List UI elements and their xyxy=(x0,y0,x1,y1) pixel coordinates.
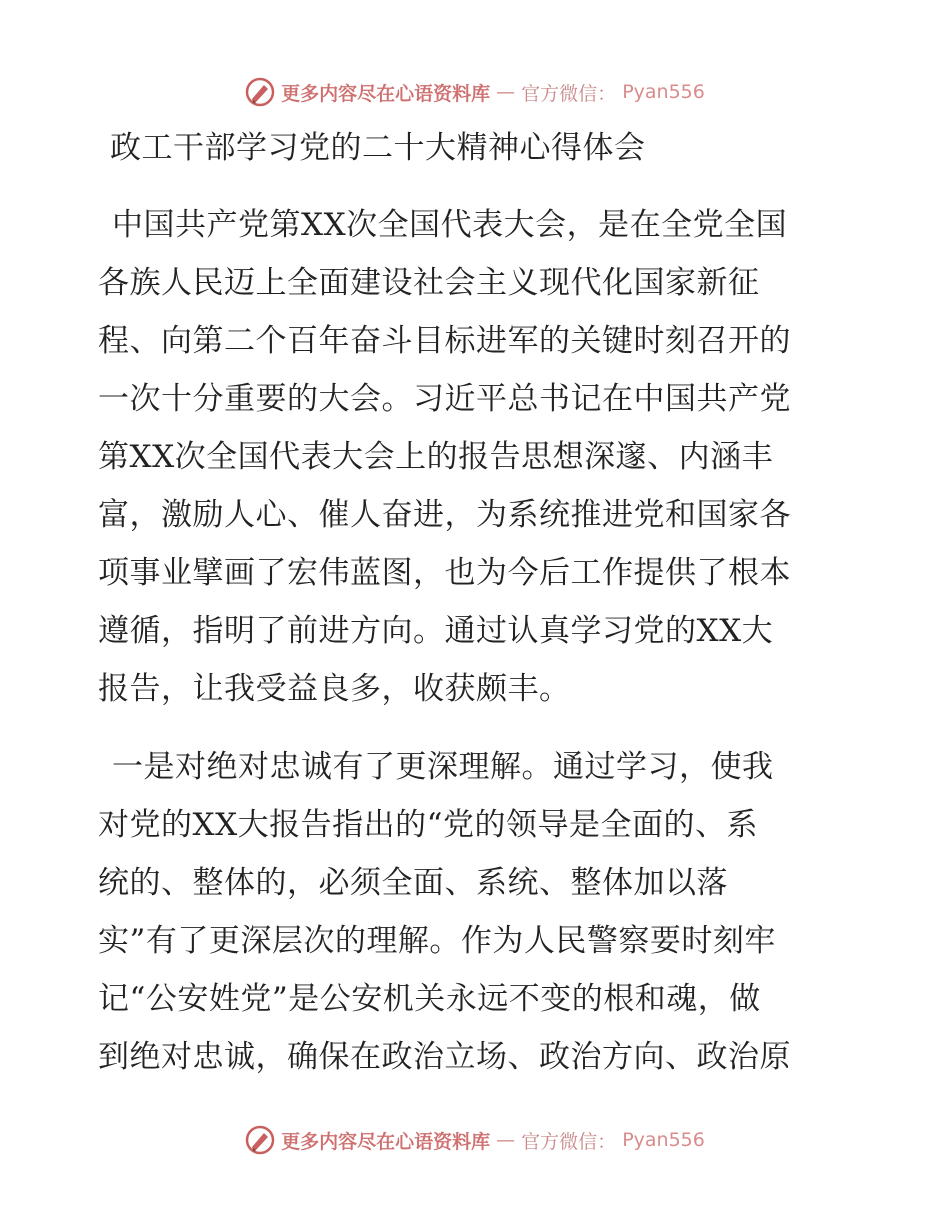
watermark-wechat-id: Pyan556 xyxy=(622,1129,705,1151)
text-line: 程、向第二个百年奋斗目标进军的关键时刻召开的 xyxy=(98,323,791,359)
pen-logo-icon xyxy=(245,1125,275,1155)
text-line: 报告，让我受益良多，收获颇丰。 xyxy=(98,671,571,707)
text-line: 遵循，指明了前进方向。通过认真学习党的XX大 xyxy=(98,613,774,649)
text-line: 各族人民迈上全面建设社会主义现代化国家新征 xyxy=(98,265,760,301)
watermark-dash: — xyxy=(496,1129,516,1151)
text-line: 中国共产党第XX次全国代表大会，是在全党全国 xyxy=(112,207,788,243)
text-line: 对党的XX大报告指出的“党的领导是全面的、系 xyxy=(98,807,758,843)
watermark-wechat-id: Pyan556 xyxy=(622,81,705,103)
watermark-content xyxy=(245,1125,705,1155)
watermark-dash: — xyxy=(496,81,516,103)
text-line: 富，激励人心、催人奋进，为系统推进党和国家各 xyxy=(98,497,791,533)
header-watermark-banner xyxy=(0,72,950,112)
footer-watermark-banner xyxy=(0,1120,950,1160)
text-line: 实”有了更深层次的理解。作为人民警察要时刻牢 xyxy=(98,923,776,959)
text-line: 到绝对忠诚，确保在政治立场、政治方向、政治原 xyxy=(98,1039,791,1075)
watermark-content xyxy=(245,77,705,107)
text-line: 统的、整体的，必须全面、系统、整体加以落 xyxy=(98,865,728,901)
text-line: 项事业擘画了宏伟蓝图，也为今后工作提供了根本 xyxy=(98,555,791,591)
watermark-wechat-label: 官方微信： xyxy=(521,82,617,105)
paragraph-1 xyxy=(98,196,858,718)
pen-logo-icon xyxy=(245,77,275,107)
text-line: 一是对绝对忠诚有了更深理解。通过学习，使我 xyxy=(112,749,774,785)
watermark-text: 更多内容尽在心语资料库 xyxy=(281,1130,491,1153)
watermark-text: 更多内容尽在心语资料库 xyxy=(281,82,491,105)
document-title: 政工干部学习党的二十大精神心得体会 xyxy=(110,130,646,166)
watermark-wechat-label: 官方微信： xyxy=(521,1130,617,1153)
text-line: 记“公安姓党”是公安机关永远不变的根和魂，做 xyxy=(98,981,761,1017)
text-line: 第XX次全国代表大会上的报告思想深邃、内涵丰 xyxy=(98,439,774,475)
paragraph-2 xyxy=(98,738,858,1086)
text-line: 一次十分重要的大会。习近平总书记在中国共产党 xyxy=(98,381,791,417)
